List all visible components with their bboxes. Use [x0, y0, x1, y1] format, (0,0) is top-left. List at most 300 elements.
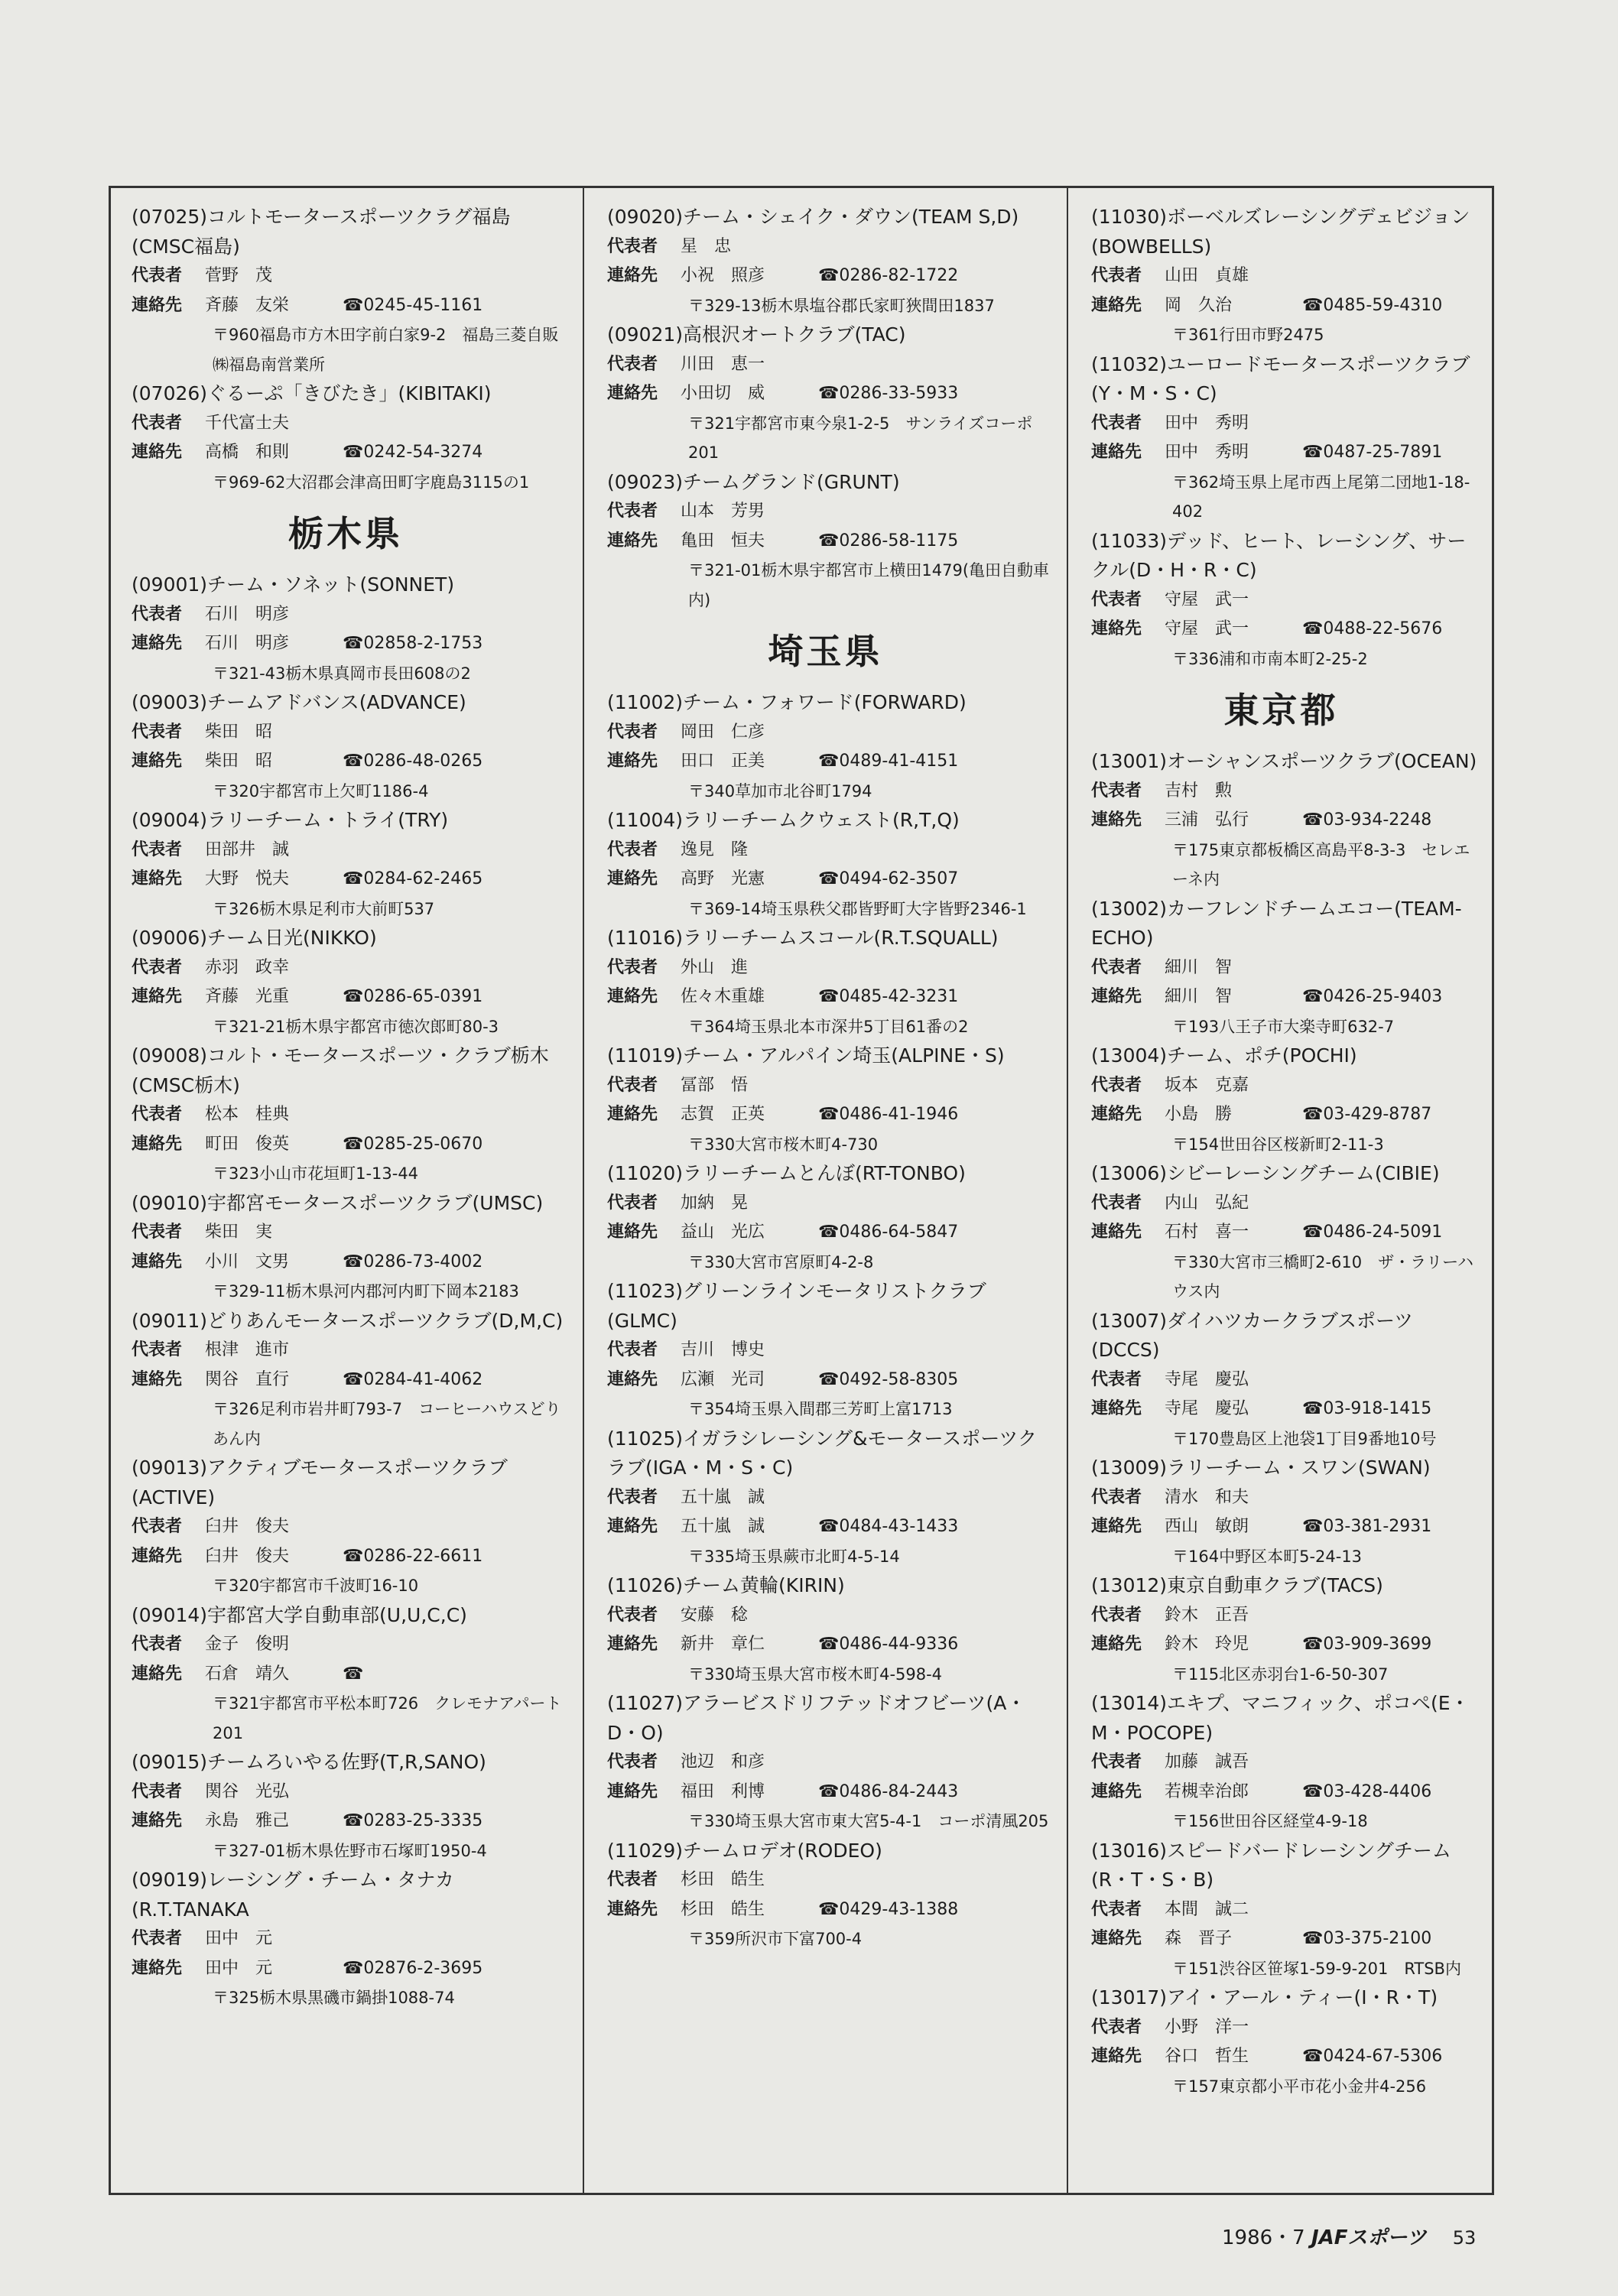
representative-label: 代表者 — [607, 1870, 658, 1889]
representative-name: 外山 進 — [681, 957, 749, 977]
representative-label: 代表者 — [132, 604, 183, 624]
club-title — [109, 1866, 583, 1924]
contact-row — [1068, 1778, 1494, 1807]
club-entry — [109, 1307, 583, 1454]
club-code: (11016) — [607, 927, 684, 949]
club-code: (11030) — [1091, 206, 1168, 228]
club-title — [584, 688, 1067, 718]
phone-number: ☎0485-42-3231 — [818, 987, 959, 1006]
contact-row — [584, 1366, 1067, 1395]
address: 〒157東京都小平市花小金井4-256 — [1172, 2077, 1427, 2096]
club-code: (11004) — [607, 809, 684, 831]
contact-label: 連絡先 — [1091, 1781, 1142, 1801]
representative-label: 代表者 — [132, 1635, 183, 1654]
club-title — [584, 1571, 1067, 1601]
contact-row — [1068, 438, 1494, 468]
phone-number: ☎0429-43-1388 — [818, 1899, 959, 1919]
contact-label: 連絡先 — [132, 1811, 183, 1830]
address: 〒330大宮市桜木町4-730 — [688, 1135, 879, 1154]
contact-label: 連絡先 — [1091, 295, 1142, 315]
club-entry — [109, 688, 583, 806]
contact-label: 連絡先 — [1091, 1517, 1142, 1536]
representative-row — [1068, 261, 1494, 291]
club-code: (11002) — [607, 691, 684, 713]
contact-row — [109, 1660, 583, 1690]
contact-name: 柴田 昭 — [205, 752, 273, 771]
phone-number: ☎02858-2-1753 — [343, 634, 483, 653]
club-title — [109, 924, 583, 953]
club-code: (13001) — [1091, 750, 1168, 772]
club-entry — [584, 1689, 1067, 1836]
club-code: (11032) — [1091, 352, 1168, 375]
representative-row — [1068, 586, 1494, 615]
issue-date: 1986・7 — [1222, 2226, 1305, 2249]
representative-row — [1068, 1366, 1494, 1395]
club-code: (09021) — [607, 323, 684, 346]
contact-name: 三浦 弘行 — [1165, 810, 1249, 830]
contact-row — [1068, 1395, 1494, 1424]
contact-label: 連絡先 — [1091, 1223, 1142, 1242]
address: 〒326足利市岩井町793-7 コーヒーハウスどりあん内 — [213, 1400, 561, 1448]
club-entry — [109, 570, 583, 688]
contact-row — [1068, 2042, 1494, 2072]
contact-row — [584, 527, 1067, 557]
address: 〒326栃木県足利市大前町537 — [213, 899, 435, 918]
club-entry — [109, 1189, 583, 1307]
phone-number: ☎0486-64-5847 — [818, 1223, 959, 1242]
representative-label: 代表者 — [132, 1517, 183, 1536]
contact-row — [584, 1218, 1067, 1248]
representative-name: 内山 弘紀 — [1165, 1193, 1249, 1213]
contact-row — [109, 1248, 583, 1278]
club-title — [1068, 1983, 1494, 2013]
representative-row — [1068, 777, 1494, 807]
representative-label: 代表者 — [132, 1340, 183, 1359]
address: 〒321-01栃木県宇都宮市上横田1479(亀田自動車内) — [688, 561, 1050, 609]
contact-name: 益山 光広 — [681, 1223, 765, 1242]
representative-name: 清水 和夫 — [1165, 1487, 1249, 1507]
contact-label: 連絡先 — [1091, 1929, 1142, 1948]
club-name: ラリーチームとんぼ(RT-TONBO) — [683, 1162, 966, 1184]
contact-row — [109, 1807, 583, 1836]
representative-label: 代表者 — [1091, 1899, 1142, 1919]
phone-number: ☎0486-84-2443 — [818, 1781, 959, 1801]
club-entry — [1068, 527, 1494, 674]
representative-name: 臼井 俊夫 — [205, 1517, 290, 1536]
representative-row — [1068, 409, 1494, 439]
directory-column-3 — [1067, 186, 1494, 2195]
representative-label: 代表者 — [1091, 1193, 1142, 1213]
phone-number: ☎03-429-8787 — [1302, 1105, 1432, 1124]
club-name: 東京自動車クラブ(TACS) — [1167, 1574, 1383, 1596]
representative-name: 松本 桂典 — [205, 1105, 290, 1124]
representative-row — [109, 1336, 583, 1366]
representative-label: 代表者 — [1091, 781, 1142, 801]
contact-name: 広瀬 光司 — [681, 1369, 765, 1389]
club-code: (13002) — [1091, 897, 1168, 920]
directory-column-1 — [109, 186, 583, 2195]
club-title — [1068, 350, 1494, 409]
club-title — [109, 1307, 583, 1336]
phone-number: ☎03-381-2931 — [1302, 1517, 1432, 1536]
representative-name: 千代富士夫 — [205, 413, 290, 433]
representative-row — [109, 1100, 583, 1130]
address: 〒325栃木県黒磯市鍋掛1088-74 — [213, 1989, 455, 2007]
club-name: グリーンラインモータリストクラブ(GLMC) — [607, 1280, 986, 1332]
representative-name: 山本 芳男 — [681, 502, 765, 521]
contact-name: 小島 勝 — [1165, 1105, 1233, 1124]
contact-label: 連絡先 — [607, 1369, 658, 1389]
contact-name: 新井 章仁 — [681, 1635, 765, 1654]
representative-row — [1068, 1189, 1494, 1219]
representative-name: 星 忠 — [681, 236, 732, 256]
address: 〒115北区赤羽台1-6-50-307 — [1172, 1664, 1389, 1684]
representative-label: 代表者 — [1091, 2017, 1142, 2037]
club-code: (13006) — [1091, 1162, 1168, 1184]
representative-row — [109, 718, 583, 748]
contact-label: 連絡先 — [132, 1134, 183, 1154]
contact-label: 連絡先 — [132, 987, 183, 1006]
club-name: コルトモータースポーツクラグ福島(CMSC福島) — [132, 206, 511, 258]
club-title — [1068, 1571, 1494, 1601]
representative-name: 細川 智 — [1165, 957, 1233, 977]
address: 〒164中野区本町5-24-13 — [1172, 1547, 1363, 1566]
club-code: (09019) — [132, 1869, 208, 1891]
contact-label: 連絡先 — [607, 384, 658, 403]
club-name: ラリーチームクウェスト(R,T,Q) — [683, 809, 960, 831]
phone-number: ☎0285-25-0670 — [343, 1134, 483, 1154]
club-code: (09013) — [132, 1457, 208, 1479]
address: 〒327-01栃木県佐野市石塚町1950-4 — [213, 1841, 487, 1860]
contact-row — [584, 1100, 1067, 1130]
club-code: (09004) — [132, 809, 208, 831]
club-name: スピードバードレーシングチーム(R・T・S・B) — [1091, 1839, 1451, 1891]
representative-row — [1068, 953, 1494, 983]
contact-row — [109, 747, 583, 777]
contact-label: 連絡先 — [607, 1635, 658, 1654]
club-title — [109, 1189, 583, 1219]
prefecture-heading: 栃木県 — [288, 513, 403, 554]
club-entry — [1068, 1836, 1494, 1984]
club-entry — [584, 806, 1067, 924]
phone-number: ☎03-428-4406 — [1302, 1781, 1432, 1801]
contact-name: 杉田 皓生 — [681, 1899, 765, 1919]
contact-row — [109, 1130, 583, 1160]
club-name: チームアドバンス(ADVANCE) — [207, 691, 466, 713]
club-entry — [584, 1041, 1067, 1159]
club-title — [1068, 895, 1494, 953]
address: 〒175東京都板橋区高島平8-3-3 セレエーネ内 — [1172, 840, 1470, 888]
contact-label: 連絡先 — [132, 443, 183, 462]
representative-row — [109, 953, 583, 983]
club-code: (09001) — [132, 573, 208, 596]
representative-row — [584, 232, 1067, 262]
club-code: (13014) — [1091, 1692, 1168, 1714]
contact-row — [584, 982, 1067, 1012]
contact-label: 連絡先 — [1091, 2047, 1142, 2066]
contact-label: 連絡先 — [607, 1517, 658, 1536]
club-title — [1068, 1307, 1494, 1366]
contact-name: 亀田 恒夫 — [681, 531, 765, 550]
representative-name: 鈴木 正吾 — [1165, 1605, 1249, 1625]
representative-row — [584, 1866, 1067, 1895]
prefecture-heading: 埼玉県 — [768, 631, 883, 672]
club-name: どりあんモータースポーツクラブ(D,M,C) — [207, 1309, 564, 1332]
representative-name: 加藤 誠吾 — [1165, 1752, 1249, 1772]
phone-number: ☎0492-58-8305 — [818, 1369, 959, 1389]
contact-row — [109, 291, 583, 321]
phone-number: ☎0286-58-1175 — [818, 531, 959, 550]
club-title — [109, 1748, 583, 1778]
club-code: (09008) — [132, 1044, 208, 1067]
club-title — [1068, 203, 1494, 261]
club-title — [1068, 1836, 1494, 1895]
address: 〒330埼玉県大宮市桜木町4-598-4 — [688, 1664, 943, 1684]
club-title — [1068, 1159, 1494, 1189]
club-name: チーム・アルパイン埼玉(ALPINE・S) — [683, 1044, 1005, 1067]
representative-row — [109, 1512, 583, 1542]
contact-row — [1068, 806, 1494, 836]
phone-number: ☎0286-65-0391 — [343, 987, 483, 1006]
club-name: コルト・モータースポーツ・クラブ栃木(CMSC栃木) — [132, 1044, 549, 1096]
representative-label: 代表者 — [132, 413, 183, 433]
representative-row — [109, 1218, 583, 1248]
club-title — [109, 1453, 583, 1512]
contact-name: 小祝 照彦 — [681, 266, 765, 285]
phone-number: ☎0284-62-2465 — [343, 869, 483, 888]
representative-label: 代表者 — [607, 1193, 658, 1213]
phone-number: ☎0485-59-4310 — [1302, 295, 1443, 315]
representative-label: 代表者 — [1091, 1752, 1142, 1772]
club-entry — [1068, 1307, 1494, 1454]
address: 〒354埼玉県入間郡三芳町上富1713 — [688, 1400, 953, 1418]
address: 〒321宇都宮市平松本町726 クレモナアパート201 — [213, 1694, 562, 1742]
club-entry — [584, 1836, 1067, 1954]
representative-name: 田中 元 — [205, 1929, 273, 1948]
representative-row — [1068, 2013, 1494, 2043]
representative-row — [584, 1189, 1067, 1219]
phone-number: ☎0286-48-0265 — [343, 752, 483, 771]
representative-name: 逸見 隆 — [681, 839, 749, 859]
representative-name: 守屋 武一 — [1165, 589, 1249, 609]
address: 〒330大宮市宮原町4-2-8 — [688, 1252, 874, 1271]
representative-row — [584, 836, 1067, 865]
club-code: (09010) — [132, 1191, 208, 1214]
club-entry — [109, 924, 583, 1041]
representative-row — [584, 953, 1067, 983]
phone-number: ☎0286-82-1722 — [818, 266, 959, 285]
contact-label: 連絡先 — [132, 869, 183, 888]
contact-row — [584, 865, 1067, 895]
club-name: ユーロードモータースポーツクラブ(Y・M・S・C) — [1091, 352, 1470, 404]
contact-row — [109, 982, 583, 1012]
representative-row — [109, 1924, 583, 1954]
representative-row — [109, 261, 583, 291]
club-title — [109, 688, 583, 718]
representative-name: 安藤 稔 — [681, 1605, 749, 1625]
phone-number: ☎03-918-1415 — [1302, 1399, 1432, 1418]
club-title — [584, 1159, 1067, 1189]
representative-row — [109, 1630, 583, 1660]
representative-label: 代表者 — [607, 1075, 658, 1095]
representative-label: 代表者 — [132, 839, 183, 859]
club-name: レーシング・チーム・タナカ(R.T.TANAKA — [132, 1869, 454, 1921]
contact-label: 連絡先 — [1091, 1399, 1142, 1418]
representative-name: 田中 秀明 — [1165, 413, 1249, 433]
address: 〒336浦和市南本町2-25-2 — [1172, 649, 1368, 668]
contact-name: 斉藤 光重 — [205, 987, 290, 1006]
representative-name: 寺尾 慶弘 — [1165, 1369, 1249, 1389]
phone-number: ☎0245-45-1161 — [343, 295, 483, 315]
representative-label: 代表者 — [1091, 589, 1142, 609]
representative-name: 柴田 実 — [205, 1223, 273, 1242]
club-code: (09020) — [607, 206, 684, 228]
address: 〒321宇都宮市東今泉1-2-5 サンライズコーポ201 — [688, 414, 1033, 462]
representative-label: 代表者 — [1091, 1369, 1142, 1389]
phone-number: ☎0286-33-5933 — [818, 384, 959, 403]
representative-name: 吉川 博史 — [681, 1340, 765, 1359]
club-entry — [109, 1453, 583, 1601]
contact-name: 五十嵐 誠 — [681, 1517, 765, 1536]
club-name: オーシャンスポーツクラブ(OCEAN) — [1167, 750, 1477, 772]
phone-number: ☎0486-24-5091 — [1302, 1223, 1443, 1242]
representative-row — [584, 1748, 1067, 1778]
contact-row — [584, 379, 1067, 409]
contact-name: 佐々木重雄 — [681, 987, 765, 1006]
club-name: チームグランド(GRUNT) — [683, 470, 900, 493]
club-name: チーム・シェイク・ダウン(TEAM S,D) — [683, 206, 1019, 228]
representative-label: 代表者 — [607, 236, 658, 256]
contact-name: 田中 秀明 — [1165, 443, 1249, 462]
representative-label: 代表者 — [132, 722, 183, 742]
club-code: (11027) — [607, 1692, 684, 1714]
club-title — [584, 806, 1067, 836]
contact-row — [109, 1954, 583, 1984]
phone-number: ☎0286-22-6611 — [343, 1546, 483, 1566]
contact-row — [584, 1512, 1067, 1542]
representative-name: 坂本 克嘉 — [1165, 1075, 1249, 1095]
club-entry — [1068, 1571, 1494, 1689]
contact-label: 連絡先 — [607, 987, 658, 1006]
representative-name: 吉村 勲 — [1165, 781, 1233, 801]
club-title — [584, 1836, 1067, 1866]
contact-row — [1068, 615, 1494, 645]
club-entry — [1068, 1041, 1494, 1159]
contact-name: 関谷 直行 — [205, 1369, 290, 1389]
representative-label: 代表者 — [132, 1781, 183, 1801]
representative-name: 本間 誠二 — [1165, 1899, 1249, 1919]
phone-number: ☎0488-22-5676 — [1302, 619, 1443, 638]
club-code: (11020) — [607, 1162, 684, 1184]
club-name: チーム日光(NIKKO) — [207, 927, 377, 949]
representative-label: 代表者 — [132, 957, 183, 977]
representative-label: 代表者 — [1091, 1075, 1142, 1095]
club-name: ぐるーぷ「きびたき」(KIBITAKI) — [207, 382, 492, 404]
contact-label: 連絡先 — [1091, 443, 1142, 462]
club-entry — [584, 1424, 1067, 1572]
contact-name: 石倉 靖久 — [205, 1664, 290, 1684]
contact-label: 連絡先 — [132, 295, 183, 315]
contact-row — [109, 865, 583, 895]
phone-number: ☎03-934-2248 — [1302, 810, 1432, 830]
address: 〒151渋谷区笹塚1-59-9-201 RTSB内 — [1172, 1959, 1461, 1978]
club-entry — [584, 924, 1067, 1041]
contact-row — [584, 1778, 1067, 1807]
club-title — [1068, 1453, 1494, 1483]
representative-row — [584, 1336, 1067, 1366]
magazine-name: JAFスポーツ — [1311, 2226, 1427, 2249]
phone-number: ☎03-909-3699 — [1302, 1635, 1432, 1654]
club-entry — [584, 320, 1067, 468]
club-name: 宇都宮モータースポーツクラブ(UMSC) — [207, 1191, 544, 1214]
contact-label: 連絡先 — [132, 1664, 183, 1684]
contact-row — [584, 1630, 1067, 1660]
club-name: カーフレンドチームエコー(TEAM-ECHO) — [1091, 897, 1462, 949]
contact-row — [1068, 1924, 1494, 1954]
club-entry — [109, 203, 583, 379]
club-title — [584, 320, 1067, 350]
club-code: (11023) — [607, 1280, 684, 1302]
contact-name: 大野 悦夫 — [205, 869, 290, 888]
contact-name: 臼井 俊夫 — [205, 1546, 290, 1566]
club-entry — [584, 1571, 1067, 1689]
club-entry — [1068, 1453, 1494, 1571]
directory-column-2 — [583, 186, 1067, 2195]
representative-row — [584, 497, 1067, 527]
club-title — [1068, 1689, 1494, 1748]
contact-row — [1068, 1630, 1494, 1660]
contact-name: 鈴木 玲児 — [1165, 1635, 1249, 1654]
club-entry — [1068, 1983, 1494, 2101]
club-entry — [584, 1159, 1067, 1277]
club-name: イガラシレーシング&モータースポーツクラブ(IGA・M・S・C) — [607, 1427, 1038, 1479]
club-entry — [1068, 895, 1494, 1042]
phone-number: ☎0486-41-1946 — [818, 1105, 959, 1124]
representative-row — [1068, 1483, 1494, 1513]
club-title — [109, 806, 583, 836]
club-name: ダイハツカークラブスポーツ(DCCS) — [1091, 1309, 1414, 1361]
club-entry — [584, 203, 1067, 320]
club-entry — [584, 688, 1067, 806]
representative-name: 杉田 皓生 — [681, 1870, 765, 1889]
phone-number: ☎0487-25-7891 — [1302, 443, 1443, 462]
club-title — [1068, 747, 1494, 777]
contact-name: 小川 文男 — [205, 1252, 290, 1271]
club-name: シビーレーシングチーム(CIBIE) — [1167, 1162, 1440, 1184]
contact-name: 石川 明彦 — [205, 634, 290, 653]
phone-number: ☎0486-44-9336 — [818, 1635, 959, 1654]
representative-name: 冨部 悟 — [681, 1075, 749, 1095]
representative-label: 代表者 — [132, 1929, 183, 1948]
representative-name: 加納 晃 — [681, 1193, 749, 1213]
club-entry — [109, 1601, 583, 1749]
club-entry — [1068, 350, 1494, 527]
representative-label: 代表者 — [132, 266, 183, 285]
club-code: (13017) — [1091, 1986, 1168, 2009]
contact-name: 田口 正美 — [681, 752, 765, 771]
contact-label: 連絡先 — [132, 634, 183, 653]
club-name: ラリーチームスコール(R.T.SQUALL) — [683, 927, 999, 949]
club-code: (13016) — [1091, 1839, 1168, 1862]
address: 〒329-13栃木県塩谷郡氏家町狹間田1837 — [688, 296, 995, 315]
club-name: ラリーチーム・スワン(SWAN) — [1167, 1457, 1431, 1479]
address: 〒156世田谷区経堂4-9-18 — [1172, 1812, 1368, 1830]
phone-number: ☎0426-25-9403 — [1302, 987, 1443, 1006]
contact-row — [1068, 1512, 1494, 1542]
contact-label: 連絡先 — [607, 266, 658, 285]
address: 〒969-62大沼郡会津高田町字鹿島3115の1 — [213, 473, 530, 492]
phone-number: ☎03-375-2100 — [1302, 1929, 1432, 1948]
